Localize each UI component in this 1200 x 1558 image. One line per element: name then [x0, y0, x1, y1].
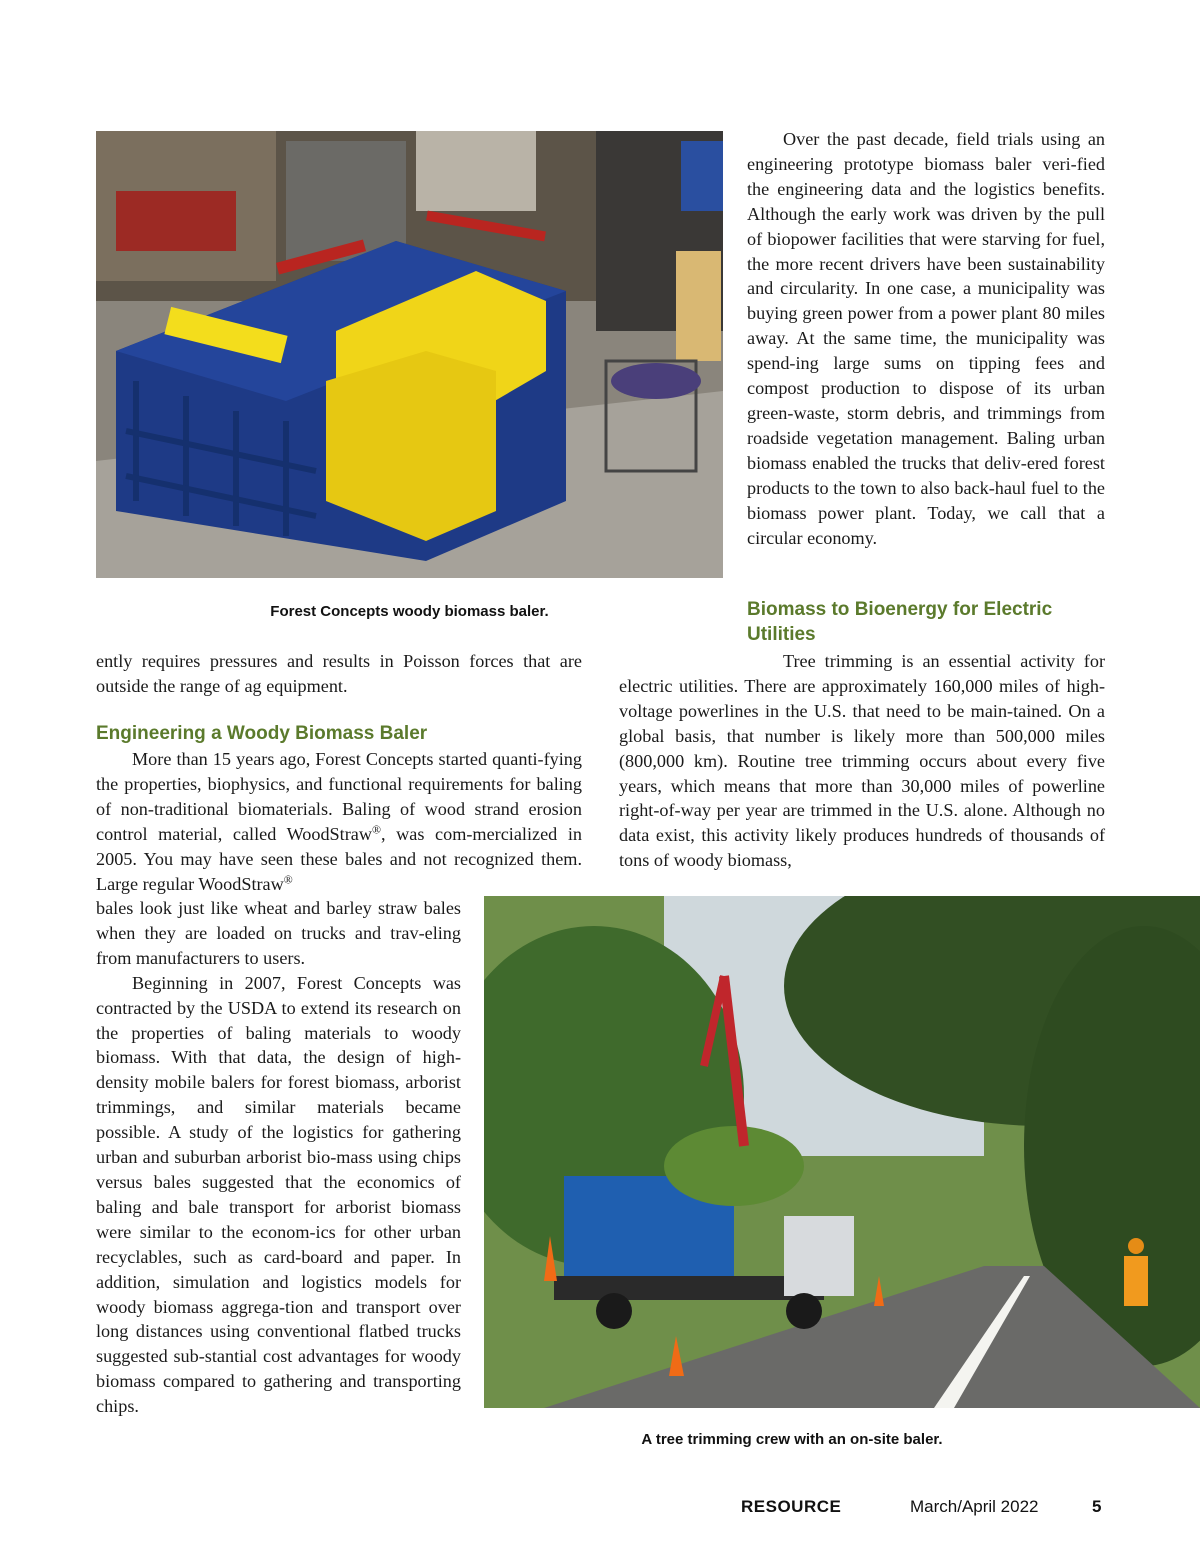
paragraph-text: , was com-mercialized in 2005. You may have seen these bales and not recognized them. Large regular WoodStraw: [96, 823, 583, 894]
paragraph: Beginning in 2007, Forest Concepts was contracted by the USDA to extend its research on the properties of baling materials to woody biomass. With that data, the design of high-density mobile balers for forest biomass, arborist trimmings, and similar materials became possible. A study of the logistics for gathering urban and suburban arborist bio-mass using chips versus bales suggested that the economics of baling and bale transport for arborist biomass were similar to the econom-ics for other urban recyclables, such as card-board and paper. In addition, simulation and logistics models for woody biomass aggrega-tion and transport over long distances using conventional flatbed trucks suggested sub-stantial cost advantages for woody biomass compared to gathering and transporting chips.: [96, 972, 461, 1417]
section-heading-bioenergy: Biomass to Bioenergy for Electric Utilities: [747, 599, 1053, 645]
left-continuation: [96, 649, 582, 699]
paragraph: Over the past decade, field trials using an engineering prototype biomass baler veri-fied the engineering data and the logistics benefits. Although the early work was driven by the pull of biopower facilities that were starving for fuel, the more recent drivers have been sustainability and circularity. In one case, a municipality was buying green power from a power plant 80 miles away. At the same time, the municipality was spend-ing large sums on tipping fees and compost production to dispose of its urban green-waste, storm debris, and trimmings from roadside vegetation management. Baling urban biomass enabled the trucks that deliv-ered forest products to the town to also back-haul fuel to the biomass power plant. Today, we call that a circular economy.: [747, 129, 1105, 548]
footer-issue-date: March/April 2022: [910, 1497, 1039, 1516]
baler-photo-caption: Forest Concepts woody biomass baler.: [270, 603, 549, 620]
bioenergy-paragraph: [619, 649, 1105, 873]
paragraph: ently requires pressures and results in Poisson forces that are outside the range of ag equipment.: [96, 651, 582, 696]
circular-economy-paragraph: [747, 127, 1105, 550]
registered-mark: ®: [283, 872, 293, 887]
section-heading-engineering: Engineering a Woody Biomass Baler: [96, 723, 428, 744]
paragraph: bales look just like wheat and barley straw bales when they are loaded on trucks and trav-eling from manufacturers to users.: [96, 898, 461, 968]
engineering-paragraph-2: [96, 896, 461, 1419]
engineering-paragraph-1: [96, 747, 582, 896]
registered-mark: ®: [372, 822, 381, 837]
paragraph: Tree trimming is an essential activity for electric utilities. There are approximately 160,000 miles of high-voltage powerlines in the U.S. that need to be main-tained. On a global basis, that number is likely more than 500,000 miles (800,000 km). Routine tree trimming occurs about every five years, which means that more than 30,000 miles of powerline right-of-way per year are trimmed in the U.S. alone. Although no data exist, this activity likely produces hundreds of thousands of tons of woody biomass,: [619, 651, 1105, 871]
tree-trimming-photo: [484, 896, 1200, 1408]
footer-magazine-name: RESOURCE: [741, 1497, 842, 1516]
tree-trimming-photo-caption: A tree trimming crew with an on-site baler.: [641, 1431, 943, 1448]
footer-page-number: 5: [1092, 1497, 1102, 1516]
baler-photo: [96, 131, 723, 578]
paragraph: [96, 747, 582, 896]
paragraph-text: More than 15 years ago, Forest Concepts started quanti-fying the properties, biophysics, and functional requirements for baling of non-traditional biomaterials. Baling of wood strand erosion control material, called WoodStraw: [96, 749, 582, 844]
